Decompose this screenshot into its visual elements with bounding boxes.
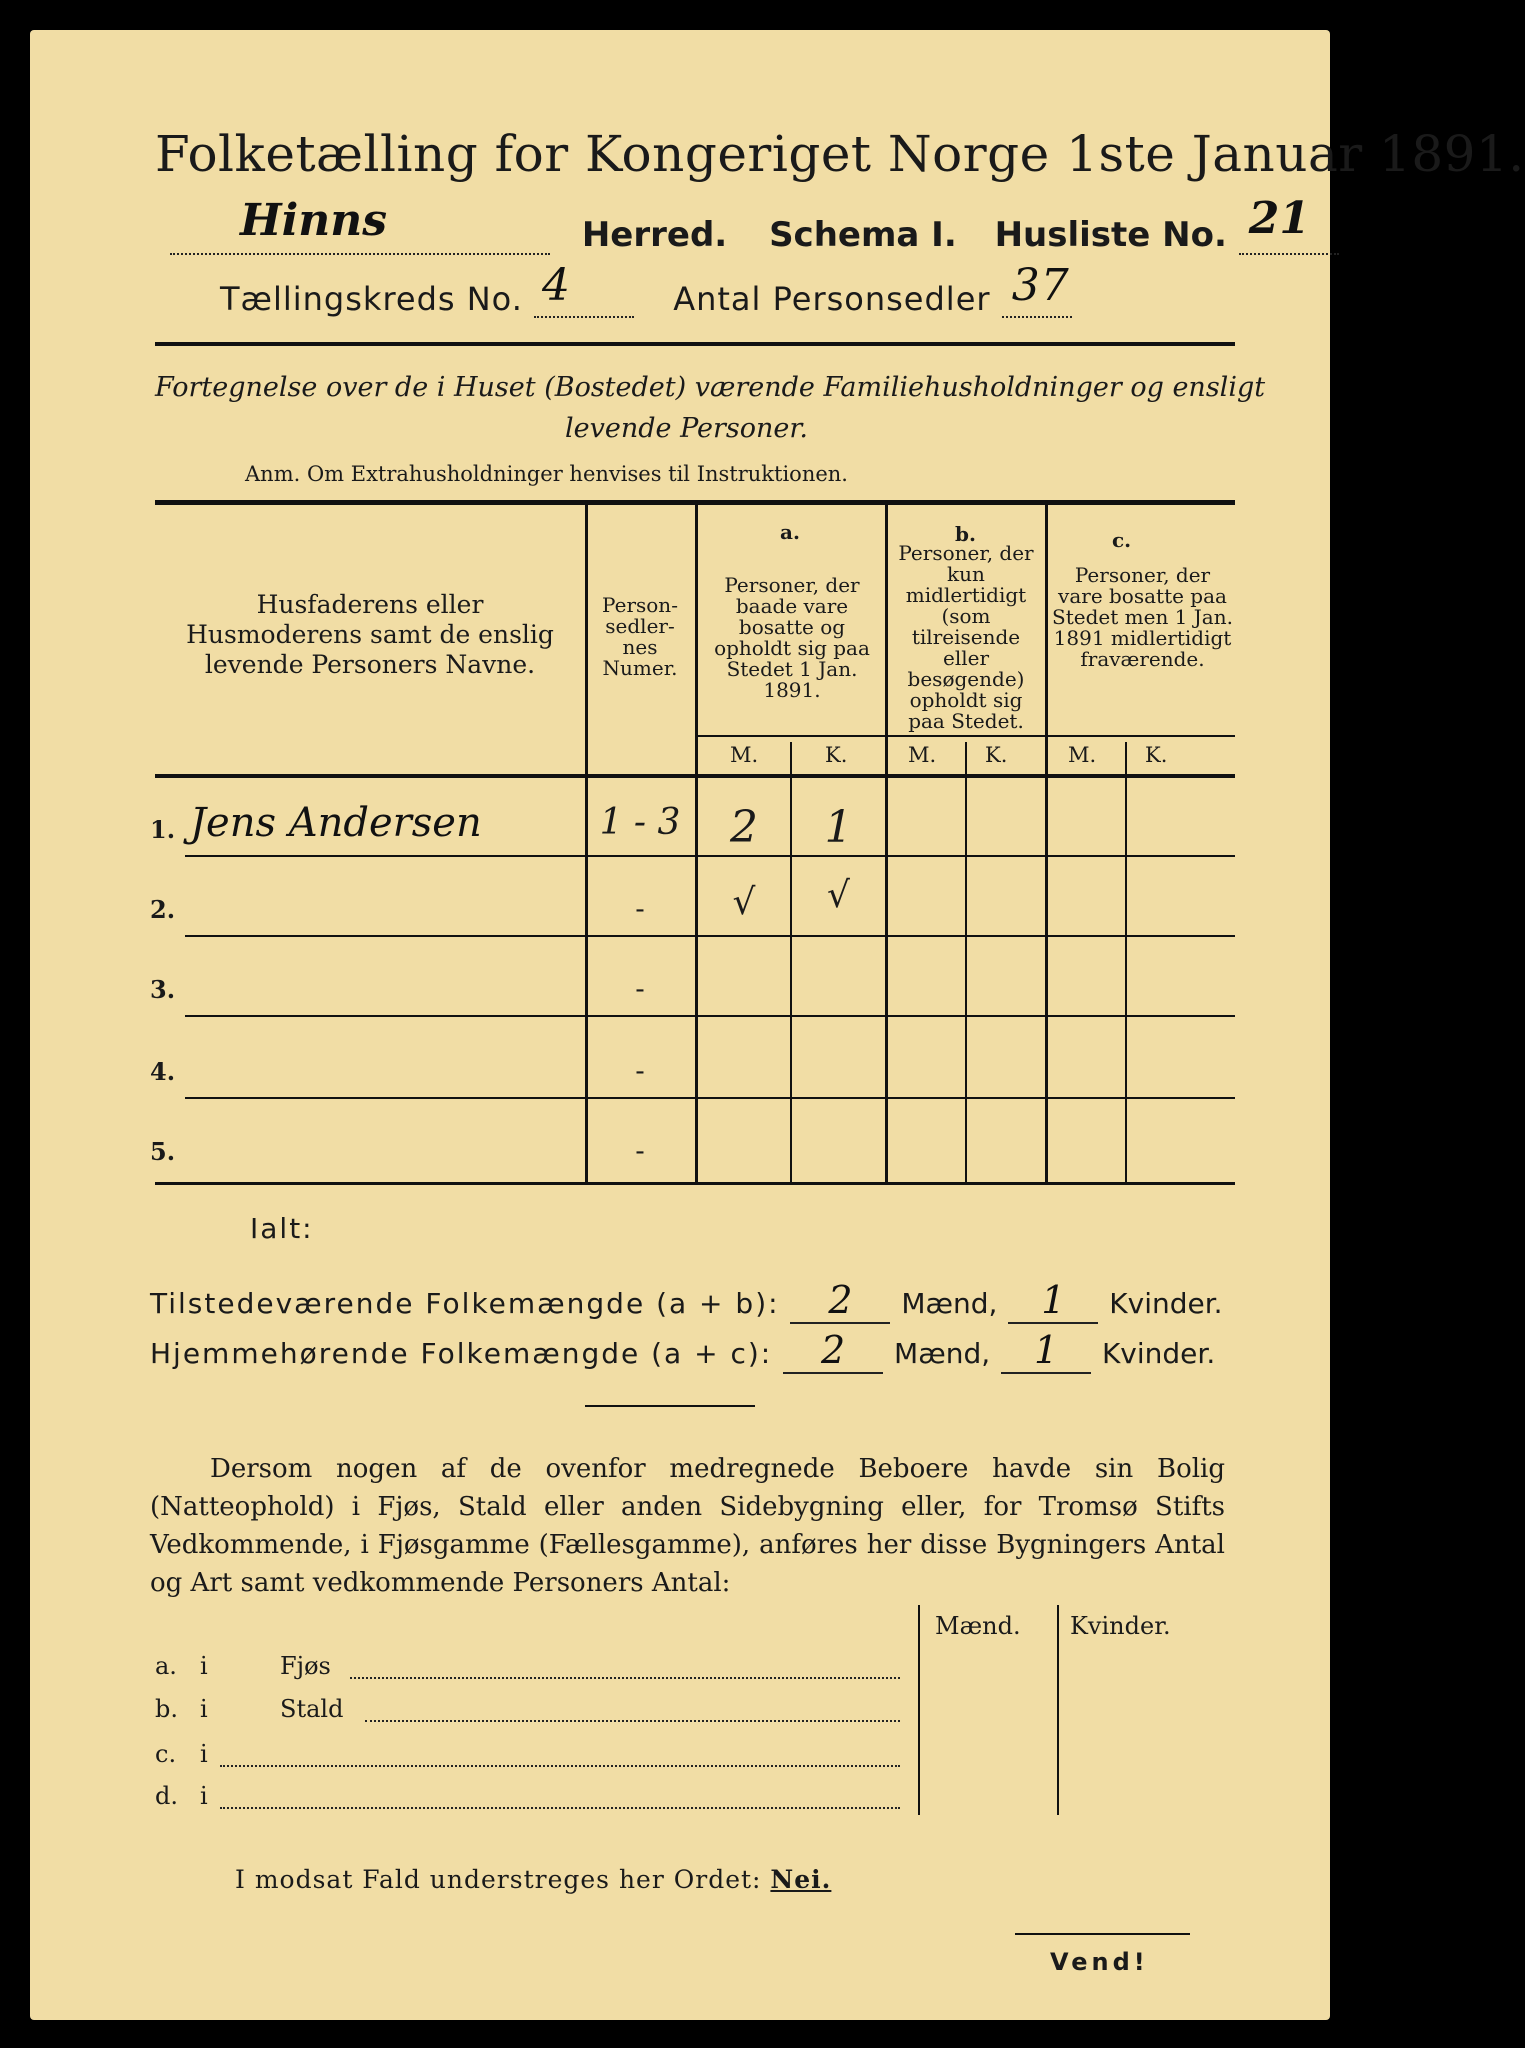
form-title: Folketælling for Kongeriget Norge 1ste Januar 1891. [155, 125, 1525, 183]
col-header-b: Personer, der kun midlertidigt (som tilreisende eller besøgende) opholdt sig paa Stedet. [898, 541, 1034, 733]
col-header-name: Husfaderens eller Husmoderens samt de enslig levende Personers Navne. [186, 590, 554, 679]
col-a-m: M. [730, 743, 759, 767]
row-a-m: √ [732, 882, 756, 923]
outbuildings-paragraph: Dersom nogen af de ovenfor medregnede Beboere havde sin Bolig (Natteophold) i Fjøs, Stald eller anden Sidebygning eller, for Tromsø Stifts Vedkommende, i Fjøsgamme (Fællesgamme), anføres her disse Bygningers Antal og Art samt vedkommende Personers Antal: [150, 1454, 1225, 1598]
herred-label: Herred. [581, 215, 728, 255]
row-a-m: 2 [730, 802, 758, 853]
herred-row [170, 193, 1310, 255]
col-b-m: M. [908, 743, 937, 767]
outbuildings-kvinder-header: Kvinder. [1070, 1612, 1171, 1640]
col-header-c: Personer, der vare bosatte paa Stedet men 1 Jan. 1891 midlertidigt fraværende. [1052, 563, 1233, 671]
kreds-row [220, 260, 1072, 318]
row-num: - [635, 972, 645, 1005]
col-c-letter: c. [1112, 528, 1132, 552]
kreds-label: Tællingskreds No. [220, 280, 523, 318]
totals-2-kvinder-value: 1 [1001, 1328, 1091, 1374]
kreds-value: 4 [542, 260, 572, 311]
header-divider [155, 342, 1235, 346]
antal-value: 37 [1011, 260, 1070, 311]
section-divider [585, 1405, 755, 1407]
herred-value: Hinns [240, 195, 388, 246]
row-num: - [635, 1054, 645, 1087]
nei-word: Nei. [770, 1865, 832, 1894]
vend-label: Vend! [1050, 1948, 1149, 1976]
outbuildings-maend-header: Mænd. [935, 1612, 1021, 1640]
col-c-k: K. [1145, 743, 1168, 767]
totals-line-1: Tilstedeværende Folkemængde (a + b): 2 Mænd, 1 Kvinder. [150, 1278, 1223, 1322]
col-a-letter: a. [780, 520, 800, 544]
husliste-label: Husliste No. [994, 215, 1227, 255]
col-header-a: Personer, der baade vare bosatte og opholdt sig paa Stedet 1 Jan. 1891. [714, 573, 870, 702]
totals-line-2: Hjemmehørende Folkemængde (a + c): 2 Mænd, 1 Kvinder. [150, 1328, 1216, 1372]
schema-label: Schema I. [769, 215, 957, 255]
row-a-k: √ [827, 875, 850, 916]
table-bottom-rule [155, 1182, 1235, 1185]
totals-1-kvinder-value: 1 [1008, 1278, 1098, 1324]
footer-instruction: I modsat Fald understreges her Ordet: Nei. [235, 1865, 832, 1894]
col-b-k: K. [985, 743, 1008, 767]
intro-line2: levende Personer. [565, 413, 808, 444]
ialt-label: Ialt: [250, 1212, 314, 1245]
husliste-value: 21 [1248, 193, 1310, 244]
totals-2-maend-value: 2 [783, 1328, 883, 1374]
col-header-num: Person-sedler-nes Numer. [602, 593, 678, 680]
row-num: - [635, 892, 645, 925]
row-name: Jens Andersen [190, 800, 482, 846]
anm-note: Anm. Om Extrahusholdninger henvises til Instruktionen. [245, 462, 848, 486]
col-c-m: M. [1068, 743, 1097, 767]
totals-1-maend-value: 2 [790, 1278, 890, 1324]
row-num: - [635, 1134, 645, 1167]
census-form: Folketælling for Kongeriget Norge 1ste Januar 1891. Hinns Herred. Schema I. Husliste No. 21 Tællingskreds No. 4 Antal Personsedler 37 Fortegnelse over de i Huset (Bostedet) værende Familiehusholdninger og ensligt levende Personer. Anm. Om Extrahusholdninger henvises til Instruktionen. Husfaderens eller Husmoderens samt de enslig levende Personers Navne. Person-sedler-nes Numer. a. Personer, der baade vare bosatte og opholdt sig paa Stedet 1 Jan. 1891. b. Personer, der kun midlertidigt (som tilreisende eller besøgende) opholdt sig paa Stedet. c. Personer, der vare bosatte paa Stedet men 1 Jan. 1891 midlertidigt fraværende. M. K. M. K. M. K. 1. Jens Andersen 1 - 3 2 1 2. - √ √ 3. - 4. - 5. - Ialt: Tilstedeværende Folkemængde (a + b): 2 Mænd, 1 Kvinder. Hjemmehørende Folkemængde (a + c): 2 Mænd, 1 Kvinder. Dersom nogen af de ovenfor medregnede Beboere havde sin Bolig (Natteophold) i Fjøs, Stald eller anden Sidebygning eller, for Tromsø Stifts Vedkommende, i Fjøsgamme (Fællesgamme), anføres her disse Bygningers Antal og Art samt vedkommende Personers Antal: Mænd. Kvinder. a. i Fjøs b. i Stald c. i d. i I modsat Fald understreges her Ordet: Nei. Vend! [30, 30, 1330, 2020]
intro-line1: Fortegnelse over de i Huset (Bostedet) værende Familiehusholdninger og ensligt [155, 372, 1266, 403]
col-a-k: K. [825, 743, 848, 767]
row-num: 1 - 3 [599, 802, 681, 843]
row-a-k: 1 [824, 802, 853, 853]
col-b-letter: b. [955, 522, 976, 546]
antal-label: Antal Personsedler [673, 280, 991, 318]
